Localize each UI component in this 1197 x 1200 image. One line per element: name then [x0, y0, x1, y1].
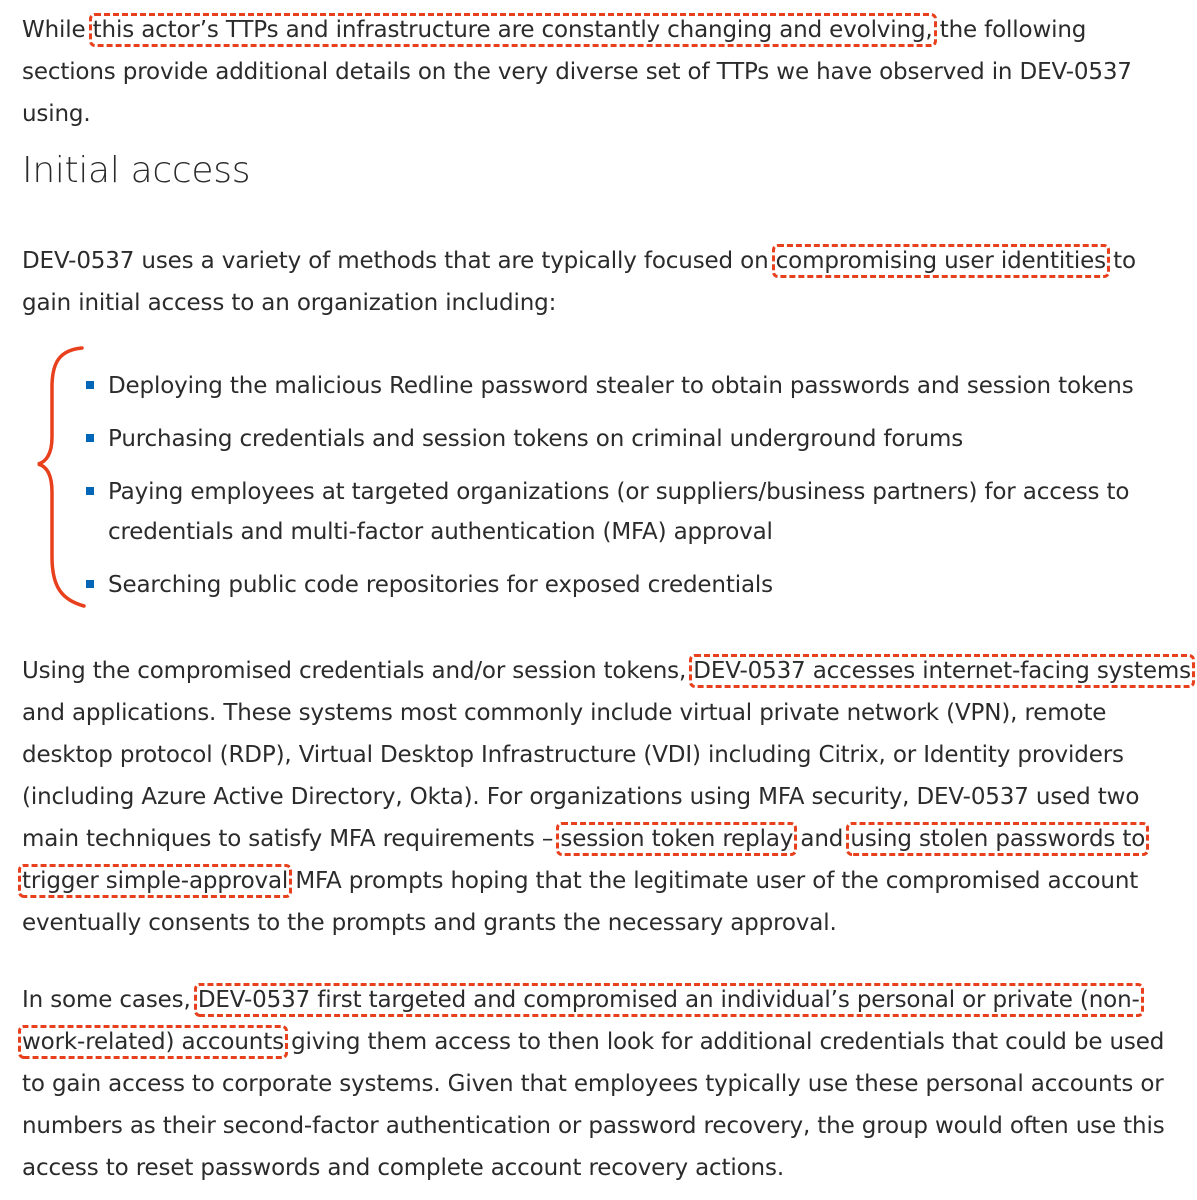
tokens-highlight-session-replay: session token replay — [560, 826, 794, 852]
bullet-square-icon — [86, 487, 94, 495]
tokens-text-before: Using the compromised credentials and/or session tokens, — [22, 658, 694, 684]
cases-text-before: In some cases, — [22, 987, 198, 1013]
tokens-text-middle: and applications. These systems most commonly include virtual private network (VPN), remote desktop protocol (RDP), Virtual Desktop Infrastructure (VDI) including Citrix, or Identity providers (including Azure Active Directory, Okta). For organizations using MFA security, DEV-0537 used two main techniques to satisfy MFA requirements – — [22, 700, 1140, 852]
intro-text-after: the following sections provide additional details on the very diverse set of TTPs we have observed in DEV-0537 using. — [22, 17, 1132, 127]
cases-highlight: DEV-0537 first targeted and compromised an individual’s personal or private (non-work-related) accounts — [22, 987, 1140, 1055]
intro-text-before: While — [22, 17, 93, 43]
bullet-square-icon — [86, 434, 94, 442]
list-item-text: Deploying the malicious Redline password stealer to obtain passwords and session tokens — [108, 373, 1134, 399]
tokens-highlight-internet-facing: DEV-0537 accesses internet-facing systems — [693, 658, 1191, 684]
cases-text-after: giving them access to then look for additional credentials that could be used to gain access to corporate systems. Given that employees typically use these personal accounts or numbers as their second-factor authentication or password recovery, the group would often use this access to reset passwords and complete account recovery actions. — [22, 1029, 1165, 1181]
methods-list — [86, 366, 1176, 618]
cases-paragraph — [22, 979, 1182, 1189]
access-highlight: compromising user identities — [775, 248, 1107, 274]
tokens-highlight-stolen-passwords: using stolen passwords to trigger simple-approval — [22, 826, 1146, 894]
access-paragraph — [22, 240, 1182, 324]
list-item — [86, 472, 1176, 552]
bullet-square-icon — [86, 381, 94, 389]
list-item — [86, 419, 1176, 459]
curly-brace-annotation — [30, 342, 90, 612]
tokens-text-after: MFA prompts hoping that the legitimate user of the compromised account eventually consents to the prompts and grants the necessary approval. — [22, 868, 1139, 936]
tokens-paragraph — [22, 650, 1192, 944]
bullet-square-icon — [86, 580, 94, 588]
list-item-text: Paying employees at targeted organizations (or suppliers/business partners) for access to credentials and multi-factor authentication (MFA) approval — [108, 479, 1130, 545]
list-item-text: Searching public code repositories for exposed credentials — [108, 572, 773, 598]
list-item — [86, 366, 1176, 406]
tokens-text-and: and — [793, 826, 851, 852]
intro-paragraph — [22, 9, 1182, 135]
list-item — [86, 565, 1176, 605]
intro-highlight: this actor’s TTPs and infrastructure are constantly changing and evolving, — [92, 17, 933, 43]
list-item-text: Purchasing credentials and session tokens on criminal underground forums — [108, 426, 964, 452]
section-heading: Initial access — [22, 150, 251, 191]
access-text-before: DEV-0537 uses a variety of methods that are typically focused on — [22, 248, 776, 274]
access-text-after: to gain initial access to an organization including: — [22, 248, 1136, 316]
